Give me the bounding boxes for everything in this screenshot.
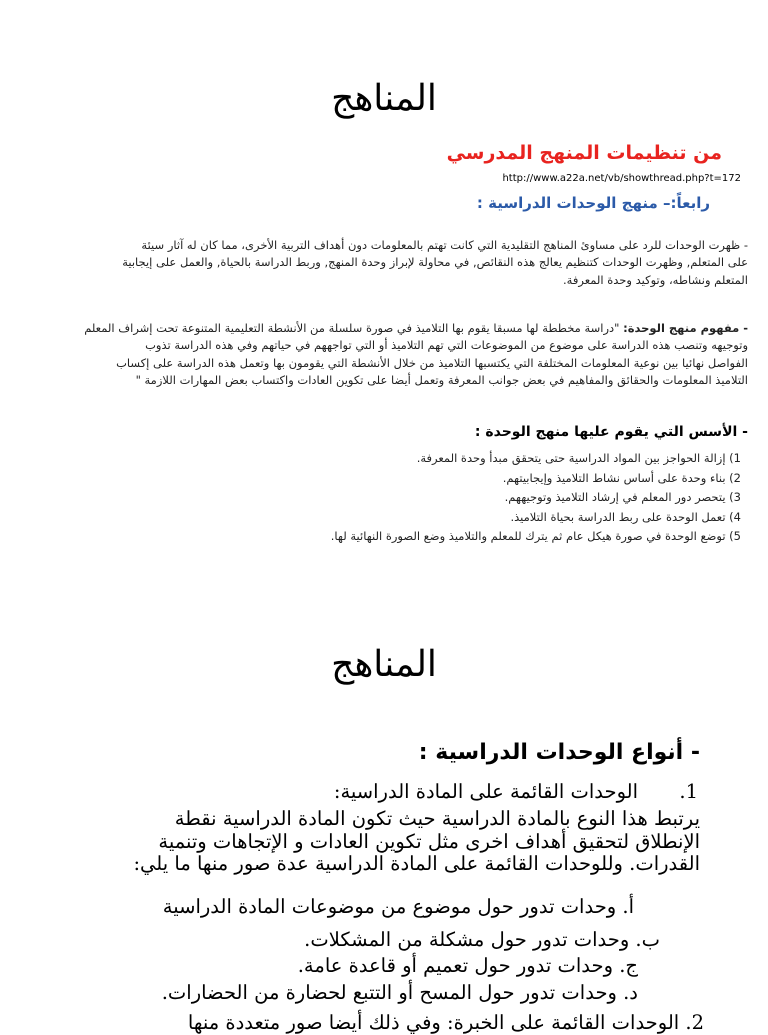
item-1-body: [0, 808, 700, 876]
sub-item: ج. وحدات تدور حول تعميم أو قاعدة عامة.: [297, 954, 638, 977]
list-item: 3) يتحصر دور المعلم في إرشاد التلاميذ وتوجيههم.: [504, 490, 741, 505]
slide-title: المناهج: [331, 644, 437, 685]
article-heading: من تنظيمات المنهج المدرسي: [446, 142, 722, 164]
slide-2: [0, 580, 768, 1034]
item-1-number: 1.: [679, 780, 698, 803]
list-item: 4) تعمل الوحدة على ربط الدراسة بحياة التلاميذ.: [510, 509, 741, 524]
definition-line: التلاميذ المعلومات والحقائق والمفاهيم في بعض جوانب المعرفة وتعمل أيضا على تكوين العادات واكتساب بعض المهارات اللازمة ": [135, 372, 748, 387]
intro-line: على المتعلم, وظهرت الوحدات كتنظيم يعالج هذه النقائص, في محاولة لإبراز وحدة المنهج, وربط الدراسة بالحياة, والعمل على إيجابية: [122, 255, 748, 270]
body-line: يرتبط هذا النوع بالمادة الدراسية حيث تكون المادة الدراسية نقطة: [174, 807, 700, 830]
sub-item: د. وحدات تدور حول المسح أو التتبع لحضارة من الحضارات.: [161, 981, 638, 1004]
intro-paragraph: [18, 237, 748, 289]
foundations-heading: - الأسس التي يقوم عليها منهج الوحدة :: [474, 424, 748, 440]
intro-line: - ظهرت الوحدات للرد على مساوئ المناهج التقليدية التي كانت تهتم بالمعلومات دون أهداف التربية الأخرى، مما كان له آثار سيئة: [141, 238, 748, 252]
body-line: القدرات. وللوحدات القائمة على المادة الدراسية عدة صور منها ما يلي:: [133, 852, 700, 875]
item-1-label: الوحدات القائمة على المادة الدراسية:: [333, 780, 638, 803]
foundations-list: [331, 449, 741, 547]
cut-off-line: 2. الوحدات القائمة على الخبرة: وفي ذلك أيضا صور متعددة منها: [187, 1011, 704, 1034]
source-link[interactable]: http://www.a22a.net/vb/showthread.php?t=172: [502, 173, 741, 184]
definition-line: وتوجيهه وتنصب هذه الدراسة على موضوع من الموضوعات التي تهم التلاميذ أو التي تواجههم في حياتهم وفي هذه الدراسة تذوب: [145, 338, 748, 353]
sub-item: ب. وحدات تدور حول مشكلة من المشكلات.: [304, 928, 660, 951]
body-line: الإنطلاق لتحقيق أهداف اخرى مثل تكوين العادات و الإتجاهات وتنمية: [158, 829, 700, 853]
definition-line: الفواصل نهائيا بين نوعية المعلومات المختلفة التي يكتسبها التلاميذ من خلال الأنشطة التي يقومون بها وتعمل هذه الدراسة على إكساب: [116, 355, 748, 370]
definition-label: - مفهوم منهج الوحدة:: [623, 321, 748, 335]
intro-line: المتعلم ونشاطه، وتوكيد وحدة المعرفة.: [563, 272, 748, 287]
list-item: 2) بناء وحدة على أساس نشاط التلاميذ وإيجابيتهم.: [502, 470, 741, 485]
definition-line: - مفهوم منهج الوحدة: "دراسة مخططة لها مسبقا يقوم بها التلاميذ في صورة سلسلة من الأنشطة التعليمية المتنوعة تحت إشراف المعلم: [84, 321, 748, 335]
types-heading: - أنواع الوحدات الدراسية :: [418, 740, 700, 765]
sub-item: أ. وحدات تدور حول موضوع من موضوعات المادة الدراسية: [162, 895, 634, 918]
section-heading: رابعاً:– منهج الوحدات الدراسية :: [476, 194, 710, 212]
definition-paragraph: [18, 320, 748, 389]
slide-title: المناهج: [331, 78, 437, 119]
list-item: 5) توضع الوحدة في صورة هيكل عام ثم يترك للمعلم والتلاميذ وضع الصورة النهائية لها.: [330, 529, 741, 544]
list-item: 1) إزالة الحواجز بين المواد الدراسية حتى يتحقق مبدأ وحدة المعرفة.: [416, 451, 741, 465]
